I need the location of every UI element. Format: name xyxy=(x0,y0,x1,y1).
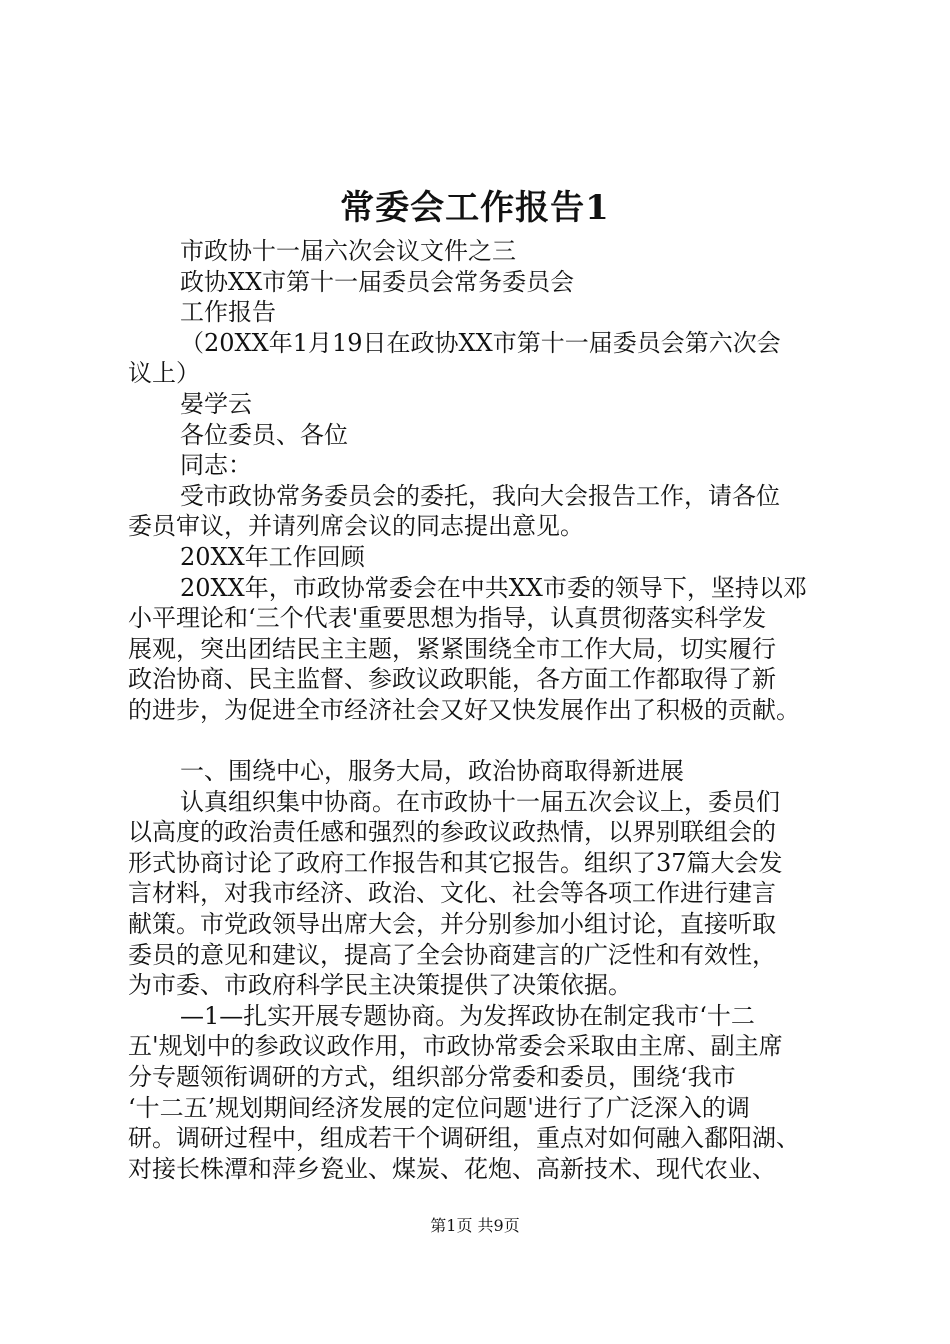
body-line: 政协XX市第十一届委员会常务委员会 xyxy=(180,267,575,296)
body-line: ‘十二五’规划期间经济发展的定位问题'进行了广泛深入的调 xyxy=(128,1093,750,1122)
body-line: 委员审议，并请列席会议的同志提出意见。 xyxy=(128,512,584,541)
body-line: 同志： xyxy=(180,451,252,480)
body-line: 为市委、市政府科学民主决策提供了决策依据。 xyxy=(128,971,632,1000)
body-line: 委员的意见和建议，提高了全会协商建言的广泛性和有效性， xyxy=(128,940,776,969)
page-footer: 第1页 共9页 xyxy=(430,1216,520,1235)
body-line: （20XX年1月19日在政协XX市第十一届委员会第六次会 xyxy=(180,328,781,357)
body-line: 议上） xyxy=(128,359,200,388)
body-line: 小平理论和‘三个代表'重要思想为指导，认真贯彻落实科学发 xyxy=(128,604,767,633)
body-line: 晏学云 xyxy=(180,389,252,418)
body-line: 各位委员、各位 xyxy=(180,420,348,449)
section-heading: 一、围绕中心，服务大局，政治协商取得新进展 xyxy=(180,757,684,786)
body-line: 受市政协常务委员会的委托，我向大会报告工作，请各位 xyxy=(180,481,780,510)
body-line: 言材料，对我市经济、政治、文化、社会等各项工作进行建言 xyxy=(128,879,776,908)
body-line: 研。调研过程中，组成若干个调研组，重点对如何融入鄱阳湖、 xyxy=(128,1124,800,1153)
body-line: 20XX年，市政协常委会在中共XX市委的领导下，坚持以邓 xyxy=(180,573,807,602)
body-line: 市政协十一届六次会议文件之三 xyxy=(180,237,516,265)
body-line: 形式协商讨论了政府工作报告和其它报告。组织了37篇大会发 xyxy=(128,848,783,877)
body-line: 展观，突出团结民主主题，紧紧围绕全市工作大局，切实履行 xyxy=(128,634,776,663)
body-line: 政治协商、民主监督、参政议政职能，各方面工作都取得了新 xyxy=(128,665,776,694)
body-line: 20XX年工作回顾 xyxy=(180,542,365,571)
document-title: 常委会工作报告1 xyxy=(340,188,610,228)
body-line: 工作报告 xyxy=(180,298,276,327)
document-body xyxy=(128,236,833,1184)
body-line: 分专题领衔调研的方式，组织部分常委和委员，围绕‘我市 xyxy=(128,1063,736,1092)
body-line: 的进步，为促进全市经济社会又好又快发展作出了积极的贡献。 xyxy=(128,695,800,724)
body-line: —1—扎实开展专题协商。为发挥政协在制定我市‘十二 xyxy=(180,1001,755,1030)
body-line: 认真组织集中协商。在市政协十一届五次会议上，委员们 xyxy=(180,787,780,816)
body-line: 五'规划中的参政议政作用，市政协常委会采取由主席、副主席 xyxy=(128,1032,783,1061)
paragraph-gap xyxy=(128,726,833,757)
body-line: 献策。市党政领导出席大会，并分别参加小组讨论，直接听取 xyxy=(128,910,776,939)
body-line: 以高度的政治责任感和强烈的参政议政热情，以界别联组会的 xyxy=(128,818,776,847)
body-line: 对接长株潭和萍乡瓷业、煤炭、花炮、高新技术、现代农业、 xyxy=(128,1154,776,1183)
